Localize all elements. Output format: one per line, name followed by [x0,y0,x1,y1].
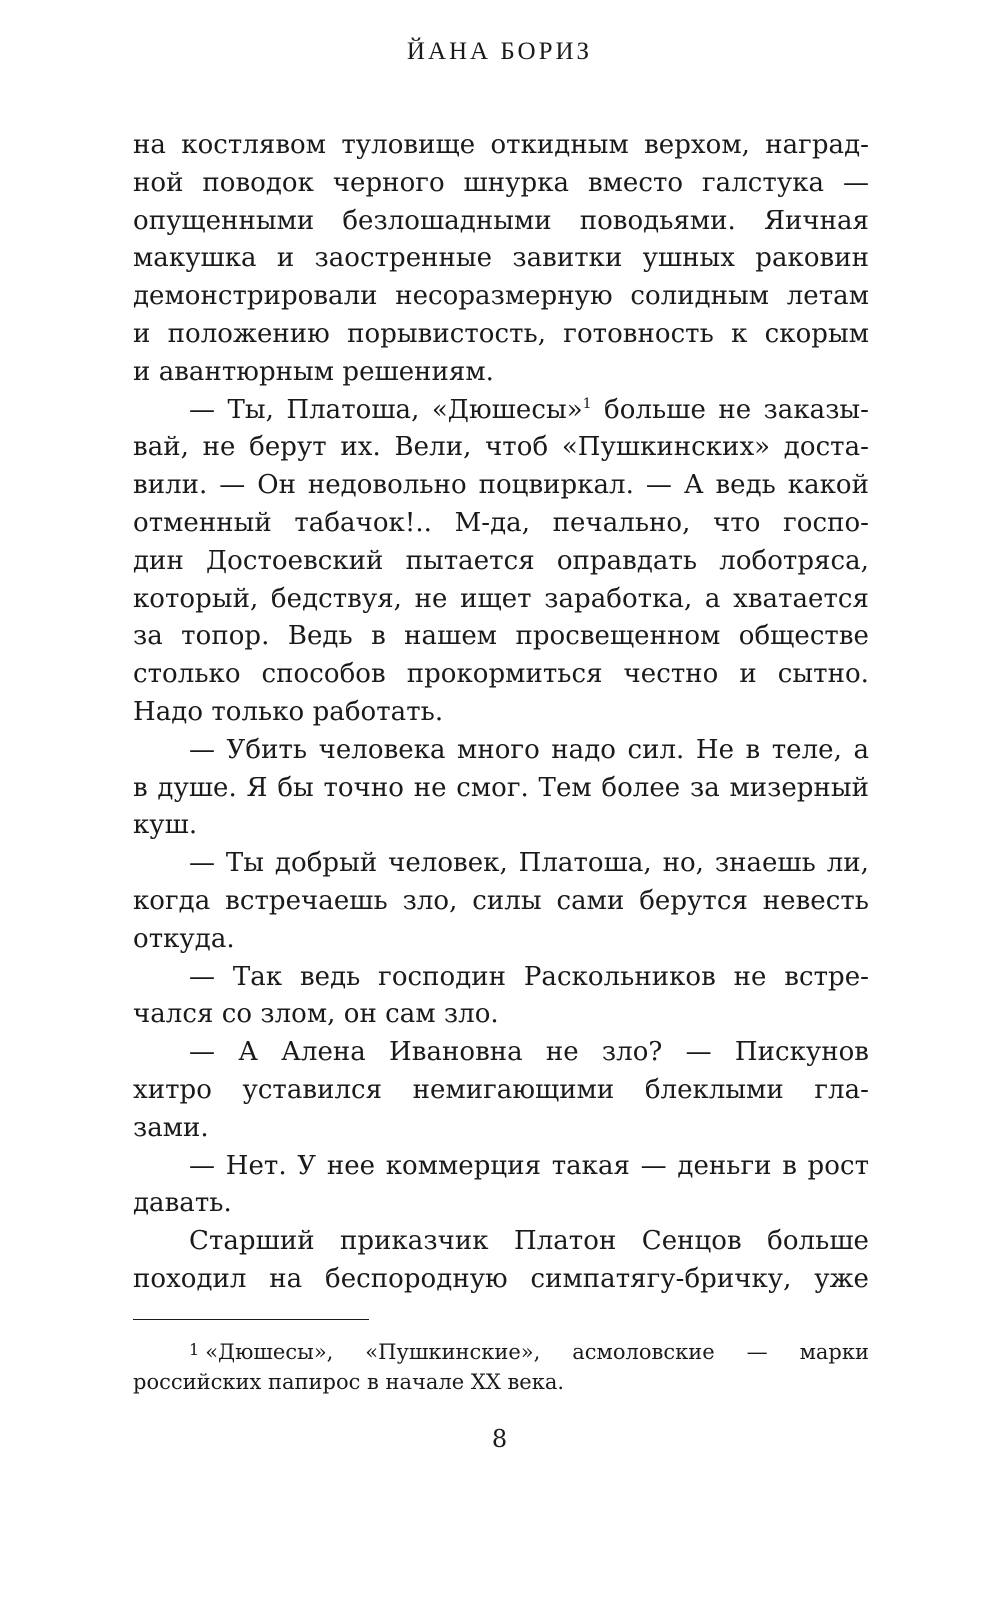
dialogue-text: — Ты, Платоша, «Дюшесы» [189,394,583,425]
body-text [133,127,869,1299]
text-line: откуда. [133,923,235,954]
text-line: столько способов прокормиться честно и сытно. [133,659,869,690]
running-head: ЙАНА БОРИЗ [406,38,593,65]
text-line: — Нет. У нее коммерция такая — деньги в рост [189,1150,869,1181]
text-line: давать. [133,1188,232,1219]
text-line: на костлявом туловище откидным верхом, наград- [133,130,869,160]
text-line: опущенными безлошадными поводьями. Яичная [133,205,869,236]
dialogue-text: больше не заказы- [591,394,869,425]
text-line: зами. [133,1112,209,1143]
text-line [133,392,869,430]
footnote-reference: 1 [582,395,592,412]
footnote-text: «Дюшесы», «Пушкинские», асмоловские — марки [205,1340,869,1364]
text-line: демонстрировали несоразмерную солидным летам [133,281,869,312]
text-line: чался со злом, он сам зло. [133,999,499,1030]
text-line: в душе. Я бы точно не смог. Тем более за мизерный [133,772,869,803]
text-line: походил на беспородную симпатягу-бричку, уже [133,1263,869,1294]
text-line: — Ты добрый человек, Платоша, но, знаешь ли, [189,848,869,879]
text-line: и авантюрным решениям. [133,356,494,387]
footnote-marker: 1 [189,1340,200,1359]
text-line: хитро уставился немигающими блеклыми гла- [133,1074,869,1105]
text-line: макушка и заостренные завитки ушных раковин [133,243,869,274]
footnote-line: российских папирос в начале XX века. [133,1370,565,1394]
text-line: вили. — Он недовольно поцвиркал. — А ведь какой [133,470,869,501]
text-line: дин Достоевский пытается оправдать лоботряса, [133,545,869,576]
text-line: Старший приказчик Платон Сенцов больше [189,1226,869,1257]
text-line: — Убить человека много надо сил. Не в теле, а [189,734,869,765]
text-line: когда встречаешь зло, силы сами берутся невесть [133,885,869,916]
text-line: который, бедствуя, не ищет заработка, а хватается [133,583,869,614]
text-line: — А Алена Ивановна не зло? — Пискунов [189,1037,869,1068]
text-line: — Так ведь господин Раскольников не встре- [189,961,869,992]
footnotes [133,1333,869,1399]
text-line: за топор. Ведь в нашем просвещенном обществе [133,621,869,652]
footnote-line [133,1333,869,1366]
text-line: куш. [133,810,198,841]
text-line: Надо только работать. [133,696,444,727]
text-line: вай, не берут их. Вели, чтоб «Пушкинских» доста- [133,432,869,463]
text-line: и положению порывистость, готовность к скорым [133,318,869,349]
text-line: ной поводок черного шнурка вместо галстука — [133,167,869,198]
page-number: 8 [491,1425,508,1453]
footnote-divider [133,1319,369,1320]
text-line: отменный табачок!.. М-да, печально, что госпо- [133,507,869,538]
